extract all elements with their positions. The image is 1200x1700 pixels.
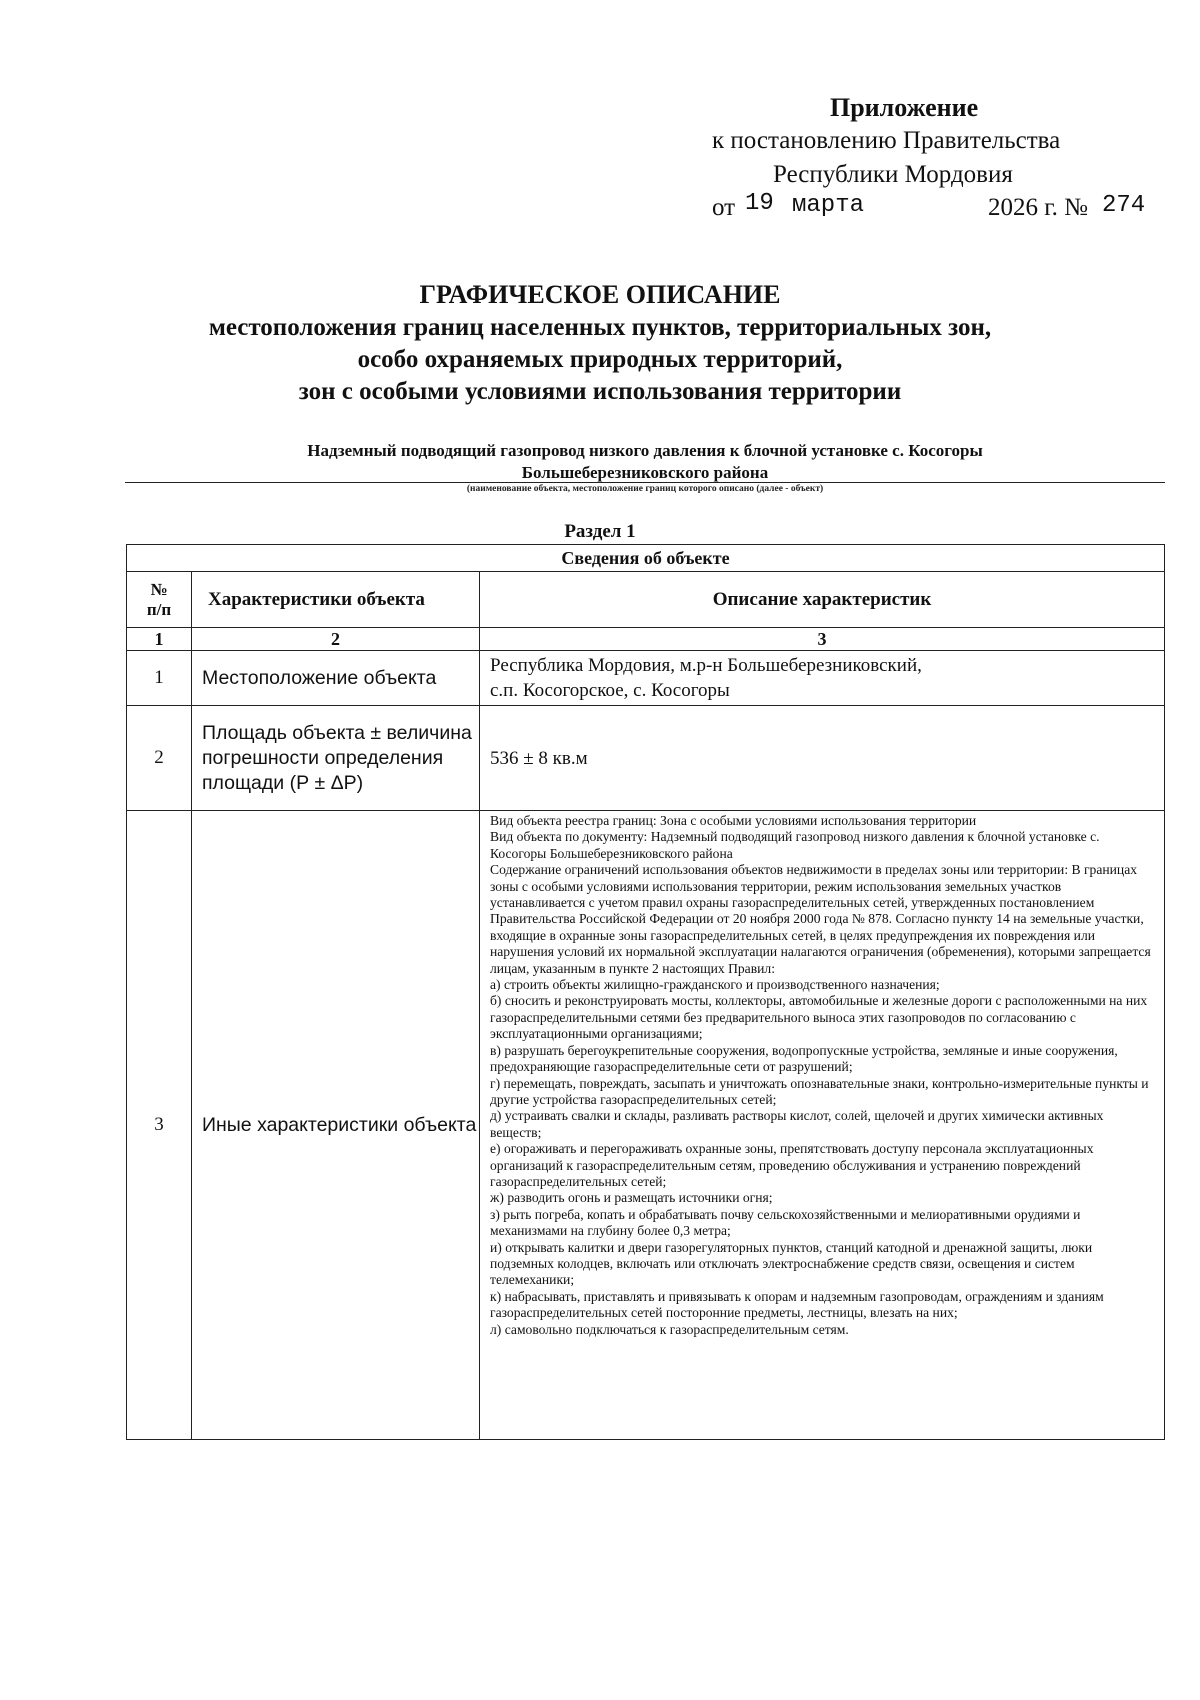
- description-paragraph: и) открывать калитки и двери газорегуляторных пунктов, станций катодной и дренажной защиты, люки подземных колодцев, включать или отключать электроснабжение средств связи, освещения и систем телемеханики;: [490, 1239, 1093, 1288]
- row-description: [480, 651, 1165, 706]
- appendix-header: [0, 0, 1200, 230]
- row-number: 3: [127, 811, 192, 1440]
- description-paragraph: г) перемещать, повреждать, засыпать и уничтожать опознавательные знаки, контрольно-измерительные пункты и другие устройства газораспределительных сетей;: [490, 1075, 1149, 1107]
- object-underline: [125, 482, 1165, 483]
- appendix-title: Приложение: [830, 93, 979, 122]
- appendix-line-1: к постановлению Правительства: [712, 127, 1061, 154]
- row-description: 536 ± 8 кв.м: [480, 706, 1165, 811]
- description-paragraph: д) устраивать свалки и склады, разливать растворы кислот, солей, щелочей и других химически активных веществ;: [490, 1108, 1104, 1140]
- row-description-long: [480, 811, 1165, 1440]
- header-number: [127, 572, 192, 628]
- index-cell-2: 2: [192, 628, 480, 651]
- date-prefix: от: [712, 194, 736, 221]
- index-cell-1: 1: [127, 628, 192, 651]
- description-paragraph: к) набрасывать, приставлять и привязывать к опорам и надземным газопроводам, ограждениям и зданиям газораспределительных сетей посторонние предметы, лестницы, влезать на них;: [490, 1288, 1104, 1321]
- object-info-table: [126, 544, 1165, 1440]
- table-caption-row: [127, 545, 1165, 572]
- index-cell-3: 3: [480, 628, 1165, 651]
- table-index-row: [127, 628, 1165, 651]
- object-name-line-2: Большеберезниковского района: [521, 463, 769, 482]
- table-header-row: [127, 572, 1165, 628]
- table-row: [127, 706, 1165, 811]
- row-characteristic: Площадь объекта ± величина погрешности определения площади (Р ± ΔР): [192, 706, 480, 811]
- description-paragraph: Вид объекта реестра границ: Зона с особыми условиями использования территории: [490, 813, 977, 828]
- title-main: ГРАФИЧЕСКОЕ ОПИСАНИЕ: [419, 280, 781, 309]
- header-number-line-2: п/п: [146, 599, 172, 619]
- row-number: 1: [127, 651, 192, 706]
- appendix-line-2: Республики Мордовия: [773, 161, 1013, 188]
- table-row: [127, 651, 1165, 706]
- document-number: 274: [1102, 192, 1146, 219]
- date-day: 19: [745, 190, 774, 217]
- row-number: 2: [127, 706, 192, 811]
- table-row: [127, 811, 1165, 1440]
- header-number-line-1: №: [150, 579, 168, 599]
- description-paragraph: е) огораживать и перегораживать охранные зоны, препятствовать доступу персонала эксплуатационных организаций к газораспределительным сетям, проведению обслуживания и устранению повреждений газораспределительных сетей;: [490, 1141, 1094, 1189]
- description-paragraph: а) строить объекты жилищно-гражданского и производственного назначения;: [490, 977, 940, 993]
- table-caption: Сведения об объекте: [127, 545, 1165, 572]
- title-subline-1: местоположения границ населенных пунктов, территориальных зон,: [208, 314, 992, 341]
- title-subline-3: зон с особыми условиями использования территории: [298, 378, 902, 405]
- object-name: [125, 440, 1165, 484]
- description-paragraph: в) разрушать берегоукрепительные сооружения, водопропускные устройства, земляные и иные сооружения, предохраняющие газораспределительные сети от разрушений;: [490, 1042, 1118, 1075]
- description-paragraph: б) сносить и реконструировать мосты, коллекторы, автомобильные и железные дороги с расположенными на них газораспределительными сетями без предварительного выноса этих газопроводов по согласованию с эксплуатационными организациями;: [490, 993, 1148, 1042]
- document-title: [0, 278, 1200, 408]
- description-paragraph: ж) разводить огонь и размещать источники огня;: [490, 1190, 773, 1206]
- object-name-line-1: Надземный подводящий газопровод низкого давления к блочной установке с. Косогоры: [307, 441, 983, 460]
- section-title: Раздел 1: [564, 521, 636, 542]
- header-characteristic: Характеристики объекта: [192, 572, 480, 628]
- description-paragraph: Содержание ограничений использования объектов недвижимости в пределах зоны или территории: В границах зоны с особыми условиями использования территории, режим использования земельных участков устанавливается с учетом правил охраны газораспределительных сетей, утвержденных постановлением Правительства Российской Федерации от 20 ноября 2000 года № 878. Согласно пункту 14 на земельные участки, входящие в охранные зоны газораспределительных сетей, в целях предупреждения их повреждения или нарушения условий их нормальной эксплуатации налагаются ограничения (обременения), которыми запрещается лицам, указанным в пункте 2 настоящих Правил:: [490, 862, 1151, 976]
- row-characteristic: Иные характеристики объекта: [192, 811, 480, 1440]
- title-subline-2: особо охраняемых природных территорий,: [357, 346, 843, 373]
- row-description-line-1: Республика Мордовия, м.р-н Большеберезниковский,: [490, 655, 922, 676]
- header-description: Описание характеристик: [480, 572, 1165, 628]
- description-paragraph: л) самовольно подключаться к газораспределительным сетям.: [490, 1321, 849, 1337]
- description-paragraph: Вид объекта по документу: Надземный подводящий газопровод низкого давления к блочной установке с. Косогоры Большеберезниковского района: [490, 829, 1100, 861]
- description-paragraph: з) рыть погреба, копать и обрабатывать почву сельскохозяйственными и мелиоративными орудиями и механизмами на глубину более 0,3 метра;: [490, 1206, 1081, 1239]
- row-characteristic: Местоположение объекта: [192, 651, 480, 706]
- date-year: 2026 г. №: [988, 194, 1089, 221]
- object-caption: (наименование объекта, местоположение границ которого описано (далее - объект): [466, 484, 824, 494]
- date-month: марта: [792, 192, 865, 219]
- row-description-line-2: с.п. Косогорское, с. Косогоры: [490, 680, 730, 701]
